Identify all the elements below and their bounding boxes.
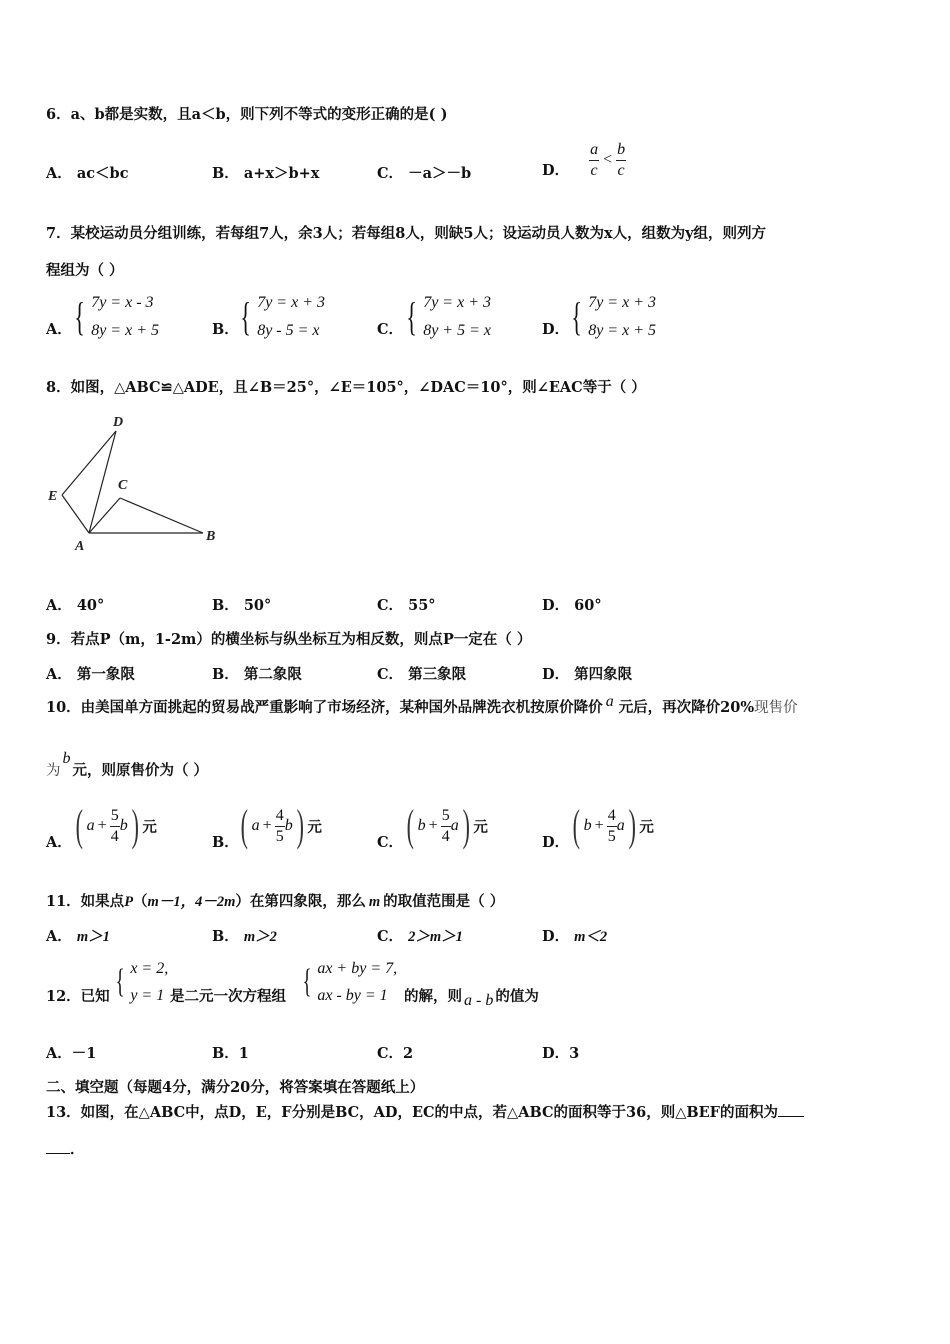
variable-a: a [605,693,614,710]
label-A: A [75,539,85,554]
right-paren: ) [296,801,304,850]
q11-option-a[interactable]: A． m＞1 [46,928,110,945]
q12-solution-system: { x = 2, y = 1 [115,960,169,1004]
right-paren: ) [131,801,139,850]
q6-option-b[interactable] [212,162,319,183]
q9-option-c[interactable]: C． 第三象限 [377,666,467,683]
segment-CB [120,498,203,533]
unit-yuan: 元 [142,818,157,836]
brace-icon: { [571,294,582,339]
q12-option-b[interactable]: B．1 [212,1045,249,1062]
q9-stem: 9．若点P（m，1-2m）的横坐标与纵坐标互为相反数，则点P一定在（ ） [46,631,532,648]
q12-equation-system: { ax + by = 7, ax - by = 1 [302,960,398,1004]
equation: 7y = x + 3 [588,294,656,311]
q6-option-c[interactable] [377,162,471,183]
q7-option-d-system [567,289,656,345]
equation: 7y = x + 3 [257,294,325,311]
left-paren: ( [240,801,248,850]
unit-yuan: 元 [307,818,322,836]
brace-icon: { [240,294,251,339]
q10-option-b-expression: ( a + $\frac{4}{5}$ b ) 元 [240,801,322,850]
label-B: B [206,529,216,544]
equation: 7y = x + 3 [423,294,491,311]
q13-stem-line2: ． [46,1138,85,1159]
q7-option-a-label[interactable]: A． [46,321,72,338]
q11-option-d[interactable]: D． m＜2 [542,928,608,945]
unit-yuan: 元 [473,818,488,836]
q8-option-d[interactable]: D． 60° [542,597,602,614]
q11-option-c[interactable]: C． 2＞m＞1 [377,928,463,945]
q7-option-c-system [402,289,491,345]
q6-stem: 6．a、b都是实数，且a＜b，则下列不等式的变形正确的是( ) [46,106,448,123]
q12-option-c[interactable]: C．2 [377,1045,414,1062]
q10-option-c-expression: ( b + $\frac{5}{4}$ a ) 元 [406,801,488,850]
expression-a-minus-b: a - b [464,992,494,1009]
q9-option-d[interactable]: D． 第四象限 [542,666,633,683]
q8-triangle-figure [40,405,230,555]
q10-option-b-label[interactable]: B． [212,834,239,851]
q8-option-c[interactable]: C． 55° [377,597,436,614]
label-D: D [113,415,124,430]
option-label: D． [542,161,570,179]
option-label: B． [212,165,239,182]
q12-suffix: 的解，则 a - b 的值为 [404,988,539,1009]
fraction-b-over-c: $\frac{b}{c}$ [617,140,626,179]
q12-middle: 是二元一次方程组 [170,988,286,1005]
segment-EA [62,495,89,533]
brace-icon: { [74,294,85,339]
variable-b: b [62,750,71,767]
q8-option-b[interactable]: B． 50° [212,597,272,614]
option-text: －a＞－b [408,165,472,182]
right-paren: ) [462,801,470,850]
label-E: E [48,489,58,504]
equation: 7y = x - 3 [91,294,154,311]
q13-stem-line1: 13．如图，在△ABC中，点D，E，F分别是BC，AD，EC的中点，若△ABC的面积等于36，则△BEF的面积为 [46,1101,804,1122]
q10-stem-line1: 10．由美国单方面挑起的贸易战严重影响了市场经济，某种国外品牌洗衣机按原价降价 a 元后，再次降价20%现售价 [46,693,798,716]
less-than-sign: < [603,151,613,168]
label-C: C [118,478,128,493]
option-text: a+x＞b+x [243,165,320,182]
q7-option-a-system [70,289,159,345]
q9-option-b[interactable]: B． 第二象限 [212,666,302,683]
q10-stem-line2: 为b元，则原售价为（ ） [46,750,209,779]
option-label: C． [377,165,404,182]
q10-option-a-label[interactable]: A． [46,834,72,851]
q10-option-d-expression: ( b + $\frac{4}{5}$ a ) 元 [572,801,654,850]
q8-option-a[interactable]: A． 40° [46,597,105,614]
q9-option-a[interactable]: A． 第一象限 [46,666,135,683]
q10-option-c-label[interactable]: C． [377,834,404,851]
fraction-a-over-c: $\frac{a}{c}$ [590,140,599,179]
q7-stem-line2: 程组为（ ） [46,262,124,279]
option-label: A． [46,165,72,182]
q12-prefix: 12．已知 [46,988,110,1005]
q6-option-d[interactable] [542,136,626,184]
q10-option-a-expression: ( a + $\frac{5}{4}$ b ) 元 [75,801,157,850]
unit-yuan: 元 [639,818,654,836]
q10-option-d-label[interactable]: D． [542,834,570,851]
q7-option-c-label[interactable]: C． [377,321,404,338]
equation: 8y = x + 5 [588,322,656,339]
q7-option-d-label[interactable]: D． [542,321,570,338]
q12-option-d[interactable]: D．3 [542,1045,580,1062]
brace-icon: { [302,963,312,1000]
brace-icon: { [406,294,417,339]
q8-stem: 8．如图，△ABC≌△ADE，且∠B＝25°，∠E＝105°，∠DAC＝10°，则∠EAC等于（ ） [46,379,646,396]
q7-option-b-system [236,289,325,345]
q7-stem-line1: 7．某校运动员分组训练，若每组7人，余3人；若每组8人，则缺5人；设运动员人数为x人，组数为y组，则列方 [46,225,767,242]
q7-option-b-label[interactable]: B． [212,321,239,338]
equation: 8y + 5 = x [423,322,491,339]
equation: 8y = x + 5 [91,322,159,339]
answer-blank-continued[interactable] [46,1153,70,1154]
left-paren: ( [406,801,414,850]
equation: 8y - 5 = x [257,322,320,339]
q12-option-a[interactable]: A．－1 [46,1045,97,1062]
right-paren: ) [628,801,636,850]
q11-stem: 11．如果点P（m－1，4－2m）在第四象限，那么 m 的取值范围是（ ） [46,893,505,910]
left-paren: ( [572,801,580,850]
section-heading: 二、填空题（每题4分，满分20分，将答案填在答题纸上） [46,1079,425,1096]
q6-option-a[interactable] [46,162,129,183]
answer-blank[interactable] [778,1116,804,1117]
brace-icon: { [115,963,125,1000]
left-paren: ( [75,801,83,850]
q11-option-b[interactable]: B． m＞2 [212,928,277,945]
option-text: ac＜bc [76,165,129,182]
